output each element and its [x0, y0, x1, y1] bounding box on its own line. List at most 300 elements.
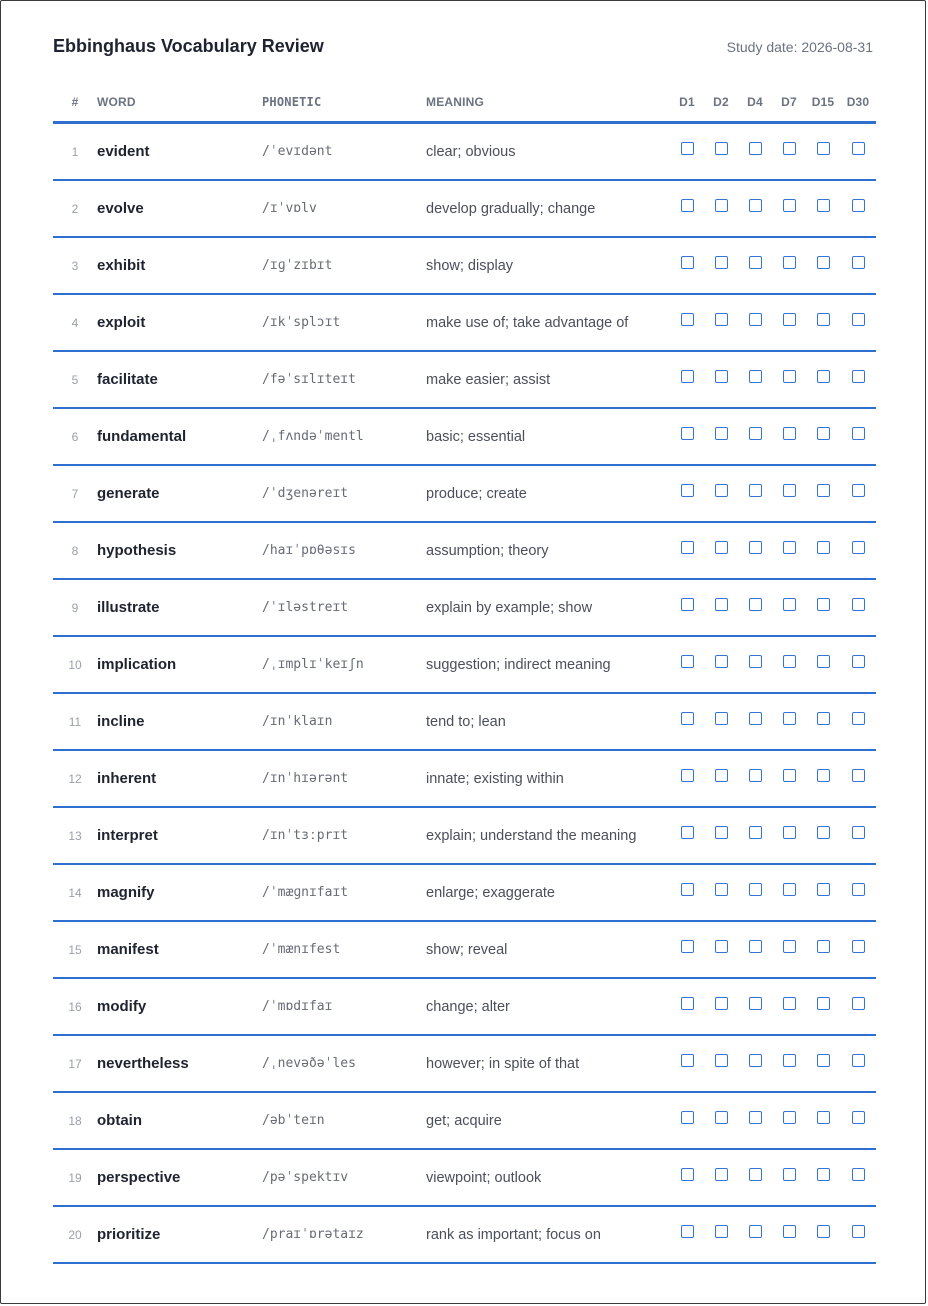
review-checkbox-day-30[interactable] [852, 484, 865, 497]
review-checkbox-day-7[interactable] [783, 1111, 796, 1124]
review-cell-day-7 [772, 1149, 806, 1206]
review-checkbox-day-30[interactable] [852, 655, 865, 668]
review-cell-day-2 [704, 1092, 738, 1149]
review-cell-day-4 [738, 351, 772, 408]
table-row [53, 807, 876, 864]
review-checkbox-day-4[interactable] [749, 655, 762, 668]
review-cell-day-15 [806, 408, 840, 465]
meaning: basic; essential [426, 408, 670, 465]
review-checkbox-day-15[interactable] [817, 769, 830, 782]
phonetic: /ˌnevəðəˈles [262, 1035, 426, 1092]
row-number: 2 [53, 180, 97, 237]
meaning: show; display [426, 237, 670, 294]
review-cell-day-1 [670, 807, 704, 864]
table-row [53, 522, 876, 579]
review-checkbox-day-30[interactable] [852, 940, 865, 953]
word: evident [97, 123, 262, 181]
review-cell-day-4 [738, 522, 772, 579]
header-number: # [53, 83, 97, 123]
review-checkbox-day-30[interactable] [852, 427, 865, 440]
review-cell-day-2 [704, 1206, 738, 1263]
review-cell-day-7 [772, 807, 806, 864]
word: inherent [97, 750, 262, 807]
review-cell-day-30 [840, 465, 876, 522]
review-cell-day-15 [806, 978, 840, 1035]
review-cell-day-2 [704, 1149, 738, 1206]
header-day-2: D2 [704, 83, 738, 123]
table-row [53, 636, 876, 693]
review-cell-day-1 [670, 237, 704, 294]
row-number: 15 [53, 921, 97, 978]
review-cell-day-2 [704, 294, 738, 351]
review-checkbox-day-4[interactable] [749, 826, 762, 839]
review-checkbox-day-2[interactable] [715, 256, 728, 269]
review-checkbox-day-4[interactable] [749, 1168, 762, 1181]
row-number: 17 [53, 1035, 97, 1092]
review-checkbox-day-2[interactable] [715, 1111, 728, 1124]
review-cell-day-1 [670, 123, 704, 181]
review-checkbox-day-4[interactable] [749, 1054, 762, 1067]
review-cell-day-1 [670, 1206, 704, 1263]
review-cell-day-30 [840, 864, 876, 921]
review-cell-day-30 [840, 693, 876, 750]
review-checkbox-day-4[interactable] [749, 142, 762, 155]
review-checkbox-day-30[interactable] [852, 1168, 865, 1181]
review-cell-day-4 [738, 408, 772, 465]
review-checkbox-day-30[interactable] [852, 997, 865, 1010]
row-number: 16 [53, 978, 97, 1035]
table-row [53, 294, 876, 351]
row-number: 19 [53, 1149, 97, 1206]
meaning: change; alter [426, 978, 670, 1035]
table-row [53, 408, 876, 465]
review-checkbox-day-4[interactable] [749, 427, 762, 440]
review-cell-day-7 [772, 636, 806, 693]
review-cell-day-4 [738, 807, 772, 864]
review-cell-day-30 [840, 180, 876, 237]
review-cell-day-15 [806, 237, 840, 294]
phonetic: /ˈmænɪfest [262, 921, 426, 978]
review-checkbox-day-1[interactable] [681, 199, 694, 212]
review-checkbox-day-30[interactable] [852, 769, 865, 782]
review-checkbox-day-2[interactable] [715, 655, 728, 668]
review-checkbox-day-30[interactable] [852, 541, 865, 554]
table-row [53, 978, 876, 1035]
review-cell-day-15 [806, 579, 840, 636]
review-checkbox-day-15[interactable] [817, 484, 830, 497]
meaning: viewpoint; outlook [426, 1149, 670, 1206]
review-cell-day-4 [738, 123, 772, 181]
review-cell-day-4 [738, 465, 772, 522]
phonetic: /ˈɪləstreɪt [262, 579, 426, 636]
review-checkbox-day-30[interactable] [852, 313, 865, 326]
review-cell-day-30 [840, 579, 876, 636]
header-day-7: D7 [772, 83, 806, 123]
review-cell-day-2 [704, 465, 738, 522]
review-cell-day-1 [670, 636, 704, 693]
review-checkbox-day-1[interactable] [681, 769, 694, 782]
review-checkbox-day-1[interactable] [681, 598, 694, 611]
review-checkbox-day-30[interactable] [852, 712, 865, 725]
review-checkbox-day-7[interactable] [783, 655, 796, 668]
review-cell-day-2 [704, 921, 738, 978]
review-checkbox-day-1[interactable] [681, 1168, 694, 1181]
review-checkbox-day-30[interactable] [852, 826, 865, 839]
review-cell-day-15 [806, 180, 840, 237]
review-cell-day-4 [738, 237, 772, 294]
review-cell-day-15 [806, 1206, 840, 1263]
word: illustrate [97, 579, 262, 636]
row-number: 3 [53, 237, 97, 294]
review-cell-day-4 [738, 1206, 772, 1263]
review-checkbox-day-4[interactable] [749, 997, 762, 1010]
review-cell-day-15 [806, 864, 840, 921]
word: evolve [97, 180, 262, 237]
table-row [53, 465, 876, 522]
review-checkbox-day-15[interactable] [817, 826, 830, 839]
review-cell-day-30 [840, 294, 876, 351]
table-row [53, 921, 876, 978]
table-row [53, 1206, 876, 1263]
review-cell-day-4 [738, 864, 772, 921]
review-cell-day-2 [704, 1035, 738, 1092]
review-cell-day-4 [738, 294, 772, 351]
review-checkbox-day-1[interactable] [681, 484, 694, 497]
review-cell-day-30 [840, 123, 876, 181]
word: magnify [97, 864, 262, 921]
table-row [53, 864, 876, 921]
meaning: explain by example; show [426, 579, 670, 636]
phonetic: /ˈmæɡnɪfaɪt [262, 864, 426, 921]
review-checkbox-day-4[interactable] [749, 883, 762, 896]
review-checkbox-day-4[interactable] [749, 712, 762, 725]
review-checkbox-day-7[interactable] [783, 370, 796, 383]
review-checkbox-day-2[interactable] [715, 826, 728, 839]
review-checkbox-day-7[interactable] [783, 769, 796, 782]
word: fundamental [97, 408, 262, 465]
review-checkbox-day-15[interactable] [817, 940, 830, 953]
review-cell-day-30 [840, 1092, 876, 1149]
review-checkbox-day-7[interactable] [783, 541, 796, 554]
review-cell-day-1 [670, 1149, 704, 1206]
review-checkbox-day-7[interactable] [783, 940, 796, 953]
review-cell-day-30 [840, 522, 876, 579]
meaning: assumption; theory [426, 522, 670, 579]
table-row [53, 750, 876, 807]
review-checkbox-day-2[interactable] [715, 541, 728, 554]
vocabulary-table [53, 83, 876, 1264]
review-checkbox-day-2[interactable] [715, 712, 728, 725]
review-checkbox-day-1[interactable] [681, 370, 694, 383]
table-row [53, 237, 876, 294]
review-checkbox-day-1[interactable] [681, 427, 694, 440]
word: prioritize [97, 1206, 262, 1263]
review-checkbox-day-2[interactable] [715, 370, 728, 383]
review-checkbox-day-15[interactable] [817, 712, 830, 725]
review-cell-day-15 [806, 1149, 840, 1206]
review-checkbox-day-7[interactable] [783, 427, 796, 440]
review-cell-day-1 [670, 1092, 704, 1149]
review-checkbox-day-7[interactable] [783, 712, 796, 725]
review-checkbox-day-4[interactable] [749, 256, 762, 269]
review-checkbox-day-15[interactable] [817, 199, 830, 212]
review-cell-day-2 [704, 180, 738, 237]
review-cell-day-2 [704, 864, 738, 921]
review-cell-day-15 [806, 750, 840, 807]
review-cell-day-15 [806, 351, 840, 408]
word: obtain [97, 1092, 262, 1149]
review-checkbox-day-4[interactable] [749, 313, 762, 326]
review-cell-day-30 [840, 237, 876, 294]
meaning: develop gradually; change [426, 180, 670, 237]
review-cell-day-1 [670, 351, 704, 408]
review-cell-day-1 [670, 408, 704, 465]
phonetic: /ˈmɒdɪfaɪ [262, 978, 426, 1035]
review-checkbox-day-7[interactable] [783, 1168, 796, 1181]
review-checkbox-day-2[interactable] [715, 883, 728, 896]
review-checkbox-day-1[interactable] [681, 655, 694, 668]
word: manifest [97, 921, 262, 978]
word: facilitate [97, 351, 262, 408]
review-cell-day-1 [670, 978, 704, 1035]
review-checkbox-day-7[interactable] [783, 598, 796, 611]
word: hypothesis [97, 522, 262, 579]
review-checkbox-day-7[interactable] [783, 484, 796, 497]
review-cell-day-7 [772, 693, 806, 750]
review-checkbox-day-15[interactable] [817, 142, 830, 155]
review-checkbox-day-2[interactable] [715, 1168, 728, 1181]
word: modify [97, 978, 262, 1035]
review-cell-day-2 [704, 978, 738, 1035]
review-cell-day-2 [704, 750, 738, 807]
review-cell-day-4 [738, 579, 772, 636]
review-checkbox-day-15[interactable] [817, 541, 830, 554]
table-row [53, 351, 876, 408]
review-checkbox-day-1[interactable] [681, 1225, 694, 1238]
review-checkbox-day-7[interactable] [783, 1225, 796, 1238]
review-cell-day-4 [738, 1035, 772, 1092]
row-number: 13 [53, 807, 97, 864]
review-cell-day-7 [772, 1035, 806, 1092]
table-row [53, 579, 876, 636]
review-checkbox-day-15[interactable] [817, 256, 830, 269]
review-checkbox-day-4[interactable] [749, 370, 762, 383]
review-checkbox-day-30[interactable] [852, 1225, 865, 1238]
review-cell-day-4 [738, 1092, 772, 1149]
review-checkbox-day-30[interactable] [852, 199, 865, 212]
word: interpret [97, 807, 262, 864]
review-cell-day-7 [772, 465, 806, 522]
review-checkbox-day-15[interactable] [817, 1168, 830, 1181]
meaning: tend to; lean [426, 693, 670, 750]
review-checkbox-day-15[interactable] [817, 1111, 830, 1124]
phonetic: /ɪɡˈzɪbɪt [262, 237, 426, 294]
review-checkbox-day-15[interactable] [817, 997, 830, 1010]
review-checkbox-day-7[interactable] [783, 1054, 796, 1067]
phonetic: /fəˈsɪlɪteɪt [262, 351, 426, 408]
meaning: rank as important; focus on [426, 1206, 670, 1263]
review-checkbox-day-30[interactable] [852, 370, 865, 383]
review-checkbox-day-7[interactable] [783, 142, 796, 155]
review-checkbox-day-7[interactable] [783, 199, 796, 212]
row-number: 1 [53, 123, 97, 181]
table-body [53, 123, 876, 1264]
review-cell-day-15 [806, 522, 840, 579]
review-checkbox-day-1[interactable] [681, 940, 694, 953]
phonetic: /ɪnˈhɪərənt [262, 750, 426, 807]
review-cell-day-7 [772, 123, 806, 181]
review-checkbox-day-15[interactable] [817, 427, 830, 440]
review-checkbox-day-2[interactable] [715, 142, 728, 155]
review-checkbox-day-1[interactable] [681, 883, 694, 896]
header-day-1: D1 [670, 83, 704, 123]
word: perspective [97, 1149, 262, 1206]
review-checkbox-day-15[interactable] [817, 313, 830, 326]
review-checkbox-day-15[interactable] [817, 370, 830, 383]
review-cell-day-2 [704, 579, 738, 636]
review-cell-day-15 [806, 123, 840, 181]
review-checkbox-day-4[interactable] [749, 940, 762, 953]
review-cell-day-7 [772, 579, 806, 636]
review-cell-day-1 [670, 1035, 704, 1092]
row-number: 6 [53, 408, 97, 465]
review-checkbox-day-30[interactable] [852, 598, 865, 611]
review-cell-day-7 [772, 921, 806, 978]
review-checkbox-day-4[interactable] [749, 1111, 762, 1124]
phonetic: /əbˈteɪn [262, 1092, 426, 1149]
review-checkbox-day-7[interactable] [783, 256, 796, 269]
review-checkbox-day-2[interactable] [715, 1225, 728, 1238]
review-cell-day-15 [806, 1092, 840, 1149]
review-cell-day-7 [772, 237, 806, 294]
review-checkbox-day-15[interactable] [817, 1225, 830, 1238]
review-checkbox-day-1[interactable] [681, 997, 694, 1010]
review-checkbox-day-1[interactable] [681, 826, 694, 839]
header-day-15: D15 [806, 83, 840, 123]
review-cell-day-4 [738, 636, 772, 693]
review-checkbox-day-30[interactable] [852, 256, 865, 269]
review-checkbox-day-2[interactable] [715, 940, 728, 953]
review-cell-day-1 [670, 750, 704, 807]
review-cell-day-30 [840, 1035, 876, 1092]
review-checkbox-day-2[interactable] [715, 997, 728, 1010]
review-checkbox-day-4[interactable] [749, 769, 762, 782]
review-checkbox-day-4[interactable] [749, 541, 762, 554]
review-checkbox-day-15[interactable] [817, 598, 830, 611]
review-checkbox-day-30[interactable] [852, 1054, 865, 1067]
review-checkbox-day-2[interactable] [715, 769, 728, 782]
header-word: WORD [97, 83, 262, 123]
review-cell-day-4 [738, 180, 772, 237]
review-cell-day-2 [704, 807, 738, 864]
phonetic: /ɪnˈklaɪn [262, 693, 426, 750]
review-cell-day-15 [806, 807, 840, 864]
review-checkbox-day-7[interactable] [783, 826, 796, 839]
review-checkbox-day-4[interactable] [749, 199, 762, 212]
review-cell-day-2 [704, 522, 738, 579]
review-checkbox-day-30[interactable] [852, 1111, 865, 1124]
word: exhibit [97, 237, 262, 294]
review-cell-day-1 [670, 180, 704, 237]
review-cell-day-2 [704, 351, 738, 408]
review-checkbox-day-4[interactable] [749, 1225, 762, 1238]
review-cell-day-1 [670, 465, 704, 522]
review-checkbox-day-7[interactable] [783, 997, 796, 1010]
meaning: innate; existing within [426, 750, 670, 807]
phonetic: /ɪˈvɒlv [262, 180, 426, 237]
table-row [53, 1149, 876, 1206]
review-cell-day-2 [704, 237, 738, 294]
header-day-4: D4 [738, 83, 772, 123]
review-checkbox-day-7[interactable] [783, 313, 796, 326]
review-cell-day-7 [772, 978, 806, 1035]
phonetic: /ˌfʌndəˈmentl [262, 408, 426, 465]
review-checkbox-day-2[interactable] [715, 1054, 728, 1067]
review-cell-day-7 [772, 522, 806, 579]
meaning: show; reveal [426, 921, 670, 978]
review-cell-day-30 [840, 978, 876, 1035]
phonetic: /ˈevɪdənt [262, 123, 426, 181]
review-checkbox-day-1[interactable] [681, 1054, 694, 1067]
review-checkbox-day-1[interactable] [681, 142, 694, 155]
review-cell-day-4 [738, 750, 772, 807]
review-checkbox-day-1[interactable] [681, 1111, 694, 1124]
review-cell-day-1 [670, 579, 704, 636]
review-checkbox-day-2[interactable] [715, 199, 728, 212]
review-checkbox-day-1[interactable] [681, 541, 694, 554]
review-cell-day-4 [738, 921, 772, 978]
table-row [53, 180, 876, 237]
review-cell-day-15 [806, 636, 840, 693]
row-number: 12 [53, 750, 97, 807]
review-checkbox-day-1[interactable] [681, 313, 694, 326]
meaning: enlarge; exaggerate [426, 864, 670, 921]
review-cell-day-1 [670, 864, 704, 921]
review-cell-day-4 [738, 1149, 772, 1206]
review-checkbox-day-15[interactable] [817, 883, 830, 896]
row-number: 7 [53, 465, 97, 522]
row-number: 18 [53, 1092, 97, 1149]
review-cell-day-1 [670, 294, 704, 351]
review-checkbox-day-7[interactable] [783, 883, 796, 896]
table-header-row [53, 83, 876, 123]
meaning: suggestion; indirect meaning [426, 636, 670, 693]
review-cell-day-2 [704, 636, 738, 693]
word: generate [97, 465, 262, 522]
phonetic: /pəˈspektɪv [262, 1149, 426, 1206]
review-cell-day-1 [670, 522, 704, 579]
row-number: 10 [53, 636, 97, 693]
review-checkbox-day-30[interactable] [852, 883, 865, 896]
word: implication [97, 636, 262, 693]
review-checkbox-day-2[interactable] [715, 427, 728, 440]
review-checkbox-day-2[interactable] [715, 484, 728, 497]
review-checkbox-day-1[interactable] [681, 256, 694, 269]
review-cell-day-30 [840, 807, 876, 864]
review-cell-day-30 [840, 921, 876, 978]
review-checkbox-day-4[interactable] [749, 598, 762, 611]
review-checkbox-day-1[interactable] [681, 712, 694, 725]
review-checkbox-day-2[interactable] [715, 598, 728, 611]
review-checkbox-day-4[interactable] [749, 484, 762, 497]
meaning: explain; understand the meaning [426, 807, 670, 864]
review-checkbox-day-30[interactable] [852, 142, 865, 155]
header-meaning: MEANING [426, 83, 670, 123]
review-checkbox-day-2[interactable] [715, 313, 728, 326]
review-checkbox-day-15[interactable] [817, 1054, 830, 1067]
review-checkbox-day-15[interactable] [817, 655, 830, 668]
review-cell-day-7 [772, 864, 806, 921]
